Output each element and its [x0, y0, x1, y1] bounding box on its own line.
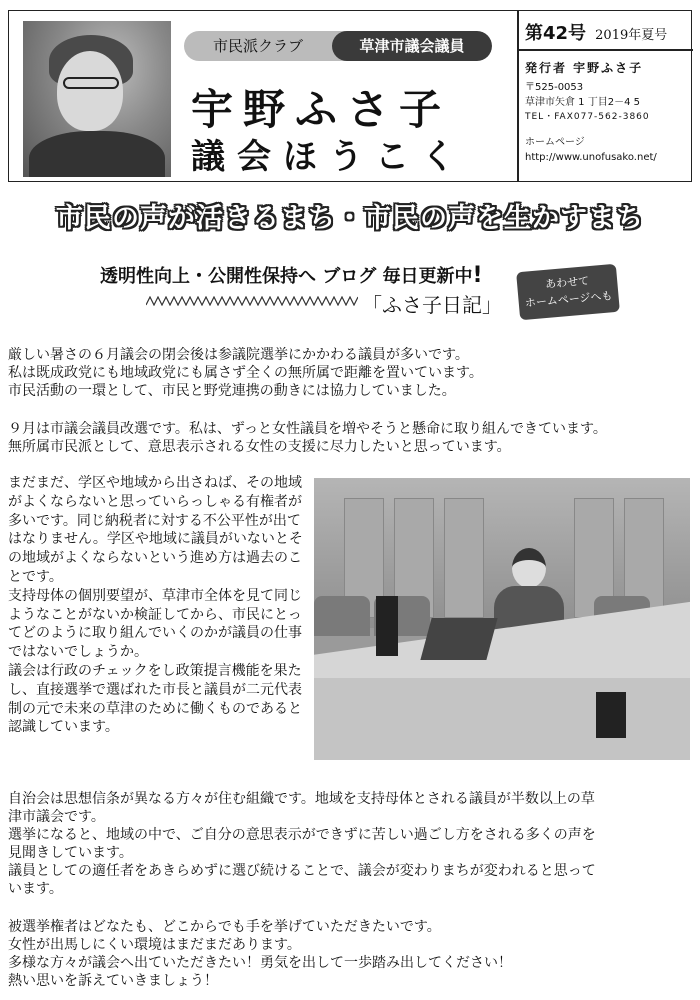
council-chamber-photo	[314, 478, 690, 760]
councilor-name: 宇野ふさ子	[191, 85, 452, 134]
paragraph-2: ９月は市議会議員改選です。私は、ずっと女性議員を増やそうと懸命に取り組んできています。 無所属市民派として、意思表示される女性の支援に尽力したいと思っています。	[8, 421, 607, 455]
tel-fax: TEL・FAX077-562-3860	[525, 112, 650, 122]
paragraph-3: 自治会は思想信条が異なる方々が住む組織です。地域を支持母体とされる議員が半数以上の草 津市議会です。 選挙になると、地域の中で、ご自分の意思表示ができずに苦しい過ごし方をされる多くの声を 見聞きしています。 議員としての適任者をあきらめずに選び続けることで、議会が変わりまちが変われると思って います。	[8, 791, 596, 897]
party-label: 市民派クラブ	[212, 37, 303, 55]
postal-code: 〒525-0053	[525, 82, 584, 93]
masthead	[8, 10, 692, 182]
homepage-label: ホームページ	[525, 137, 585, 148]
decorative-zigzag	[146, 296, 358, 306]
portrait-photo	[23, 21, 171, 177]
homepage-badge[interactable]: あわせて ホームページへも	[516, 264, 620, 321]
blog-name: 「ふさ子日記」	[362, 293, 502, 317]
issue-number: 第42号	[525, 23, 587, 44]
column-text: まだまだ、学区や地域から出さねば、その地域がよくならないと思っていらっしゃる有権者が多いです。同じ納税者に対する不公平性が出てはなりません。学区や地域に議員がいないとその地域がよくならないという進め方は過去のことです。 支持母体の個別要望が、草津市全体を見て同じようなことがないか検証してから、市民にとってどのように取り組んでいくのかが議員の仕事ではないでしょうか。 議会は行政のチェックをし政策提言機能を果たし、直接選挙で選ばれた市長と議員が二元代表制の元で未来の草津のために働くものであると認識しています。	[8, 475, 303, 736]
slogan-banner: 市民の声が活きるまち・市民の声を生かすまち	[56, 203, 644, 234]
homepage-url[interactable]: http://www.unofusako.net/	[525, 152, 657, 163]
publisher-info	[525, 61, 691, 165]
blog-notice	[100, 262, 483, 288]
issue-date: 2019年夏号	[595, 28, 668, 43]
role-label: 草津市議会議員	[332, 31, 492, 61]
publisher: 発行者 宇野ふさ子	[525, 61, 644, 75]
issue-info	[525, 19, 667, 45]
blog-text: 透明性向上・公開性保持へ ブログ 毎日更新中	[100, 266, 473, 287]
address: 草津市矢倉 1 丁目2－4 5	[525, 97, 640, 108]
paragraph-1: 厳しい暑さの６月議会の閉会後は参議院選挙にかかわる議員が多いです。 私は既成政党にも地域政党にも属さず全くの無所属で距離を置いています。 市民活動の一環として、市民と野党連携の動きには協力していました。	[8, 347, 483, 399]
blog-exclaim: !	[472, 263, 483, 288]
paragraph-4: 被選挙権者はどなたも、どこからでも手を挙げていただきたいです。 女性が出馬しにくい環境はまだまだあります。 多様な方々が議会へ出ていただきたい！勇気を出して一歩踏み出してください！ 熱い思いを訴えていきましょう！	[8, 919, 512, 989]
affiliation-pill	[184, 31, 492, 61]
newsletter-title: 議会ほうこく	[191, 137, 467, 177]
